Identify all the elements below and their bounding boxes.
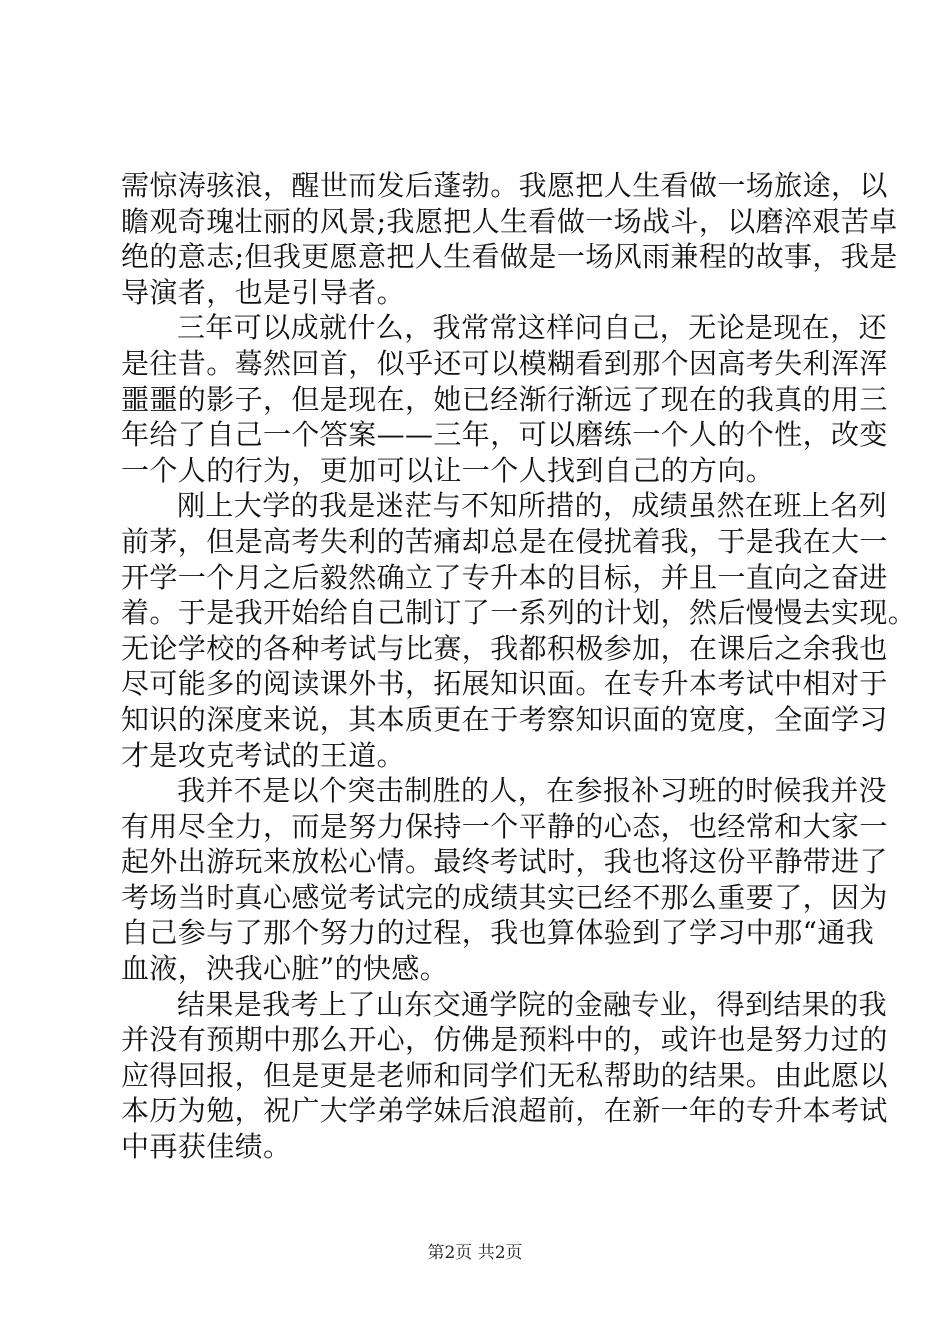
text-line: 是往昔。蓦然回首，似乎还可以模糊看到那个因高考失利浑浑: [121, 346, 888, 380]
document-body: [121, 168, 917, 1165]
paragraph-first-line: 刚上大学的我是迷茫与不知所措的，成绩虽然在班上名列: [177, 489, 888, 523]
text-line: 开学一个月之后毅然确立了专升本的目标，并且一直向之奋进: [121, 560, 888, 594]
text-line: 绝的意志;但我更愿意把人生看做是一场风雨兼程的故事，我是: [121, 240, 898, 274]
text-line: 知识的深度来说，其本质更在于考察知识面的宽度，全面学习: [121, 702, 888, 736]
text-line: 前茅，但是高考失利的苦痛却总是在侵扰着我，于是我在大一: [121, 524, 888, 558]
text-line: 应得回报，但是更是老师和同学们无私帮助的结果。由此愿以: [121, 1058, 888, 1092]
text-line: 中再获佳绩。: [121, 1130, 292, 1164]
text-line: 年给了自己一个答案——三年，可以磨练一个人的个性，改变: [121, 418, 888, 452]
text-line: 有用尽全力，而是努力保持一个平静的心态，也经常和大家一: [121, 809, 888, 843]
paragraph-first-line: 三年可以成就什么，我常常这样问自己，无论是现在，还: [177, 311, 888, 345]
text-line: 导演者，也是引导者。: [121, 275, 406, 309]
text-line: 自己参与了那个努力的过程，我也算体验到了学习中那“通我: [121, 916, 875, 950]
text-line: 尽可能多的阅读课外书，拓展知识面。在专升本考试中相对于: [121, 667, 888, 701]
text-line: 血液，泱我心脏”的快感。: [121, 952, 449, 986]
text-line: 本历为勉，祝广大学弟学妹后浪超前，在新一年的专升本考试: [121, 1094, 888, 1128]
text-line: 着。于是我开始给自己制订了一系列的计划，然后慢慢去实现。: [121, 596, 917, 630]
text-line: 考场当时真心感觉考试完的成绩其实已经不那么重要了，因为: [121, 880, 888, 914]
text-line: 起外出游玩来放松心情。最终考试时，我也将这份平静带进了: [121, 845, 888, 879]
text-line: 噩噩的影子，但是现在，她已经渐行渐远了现在的我真的用三: [121, 382, 888, 416]
paragraph-first-line: 我并不是以个突击制胜的人，在参报补习班的时候我并没: [177, 774, 888, 808]
paragraph-first-line: 结果是我考上了山东交通学院的金融专业，得到结果的我: [177, 987, 888, 1021]
text-line: 无论学校的各种考试与比赛，我都积极参加，在课后之余我也: [121, 631, 888, 665]
text-line: 并没有预期中那么开心，仿佛是预料中的，或许也是努力过的: [121, 1023, 888, 1057]
text-line: 一个人的行为，更加可以让一个人找到自己的方向。: [121, 453, 775, 487]
text-line: 才是攻克考试的王道。: [121, 738, 406, 772]
page-number-footer: 第2页 共2页: [427, 1243, 523, 1263]
text-line: 需惊涛骇浪，醒世而发后蓬勃。我愿把人生看做一场旅途，以: [121, 169, 888, 202]
text-line: 瞻观奇瑰壮丽的风景;我愿把人生看做一场战斗，以磨淬艰苦卓: [121, 204, 898, 238]
